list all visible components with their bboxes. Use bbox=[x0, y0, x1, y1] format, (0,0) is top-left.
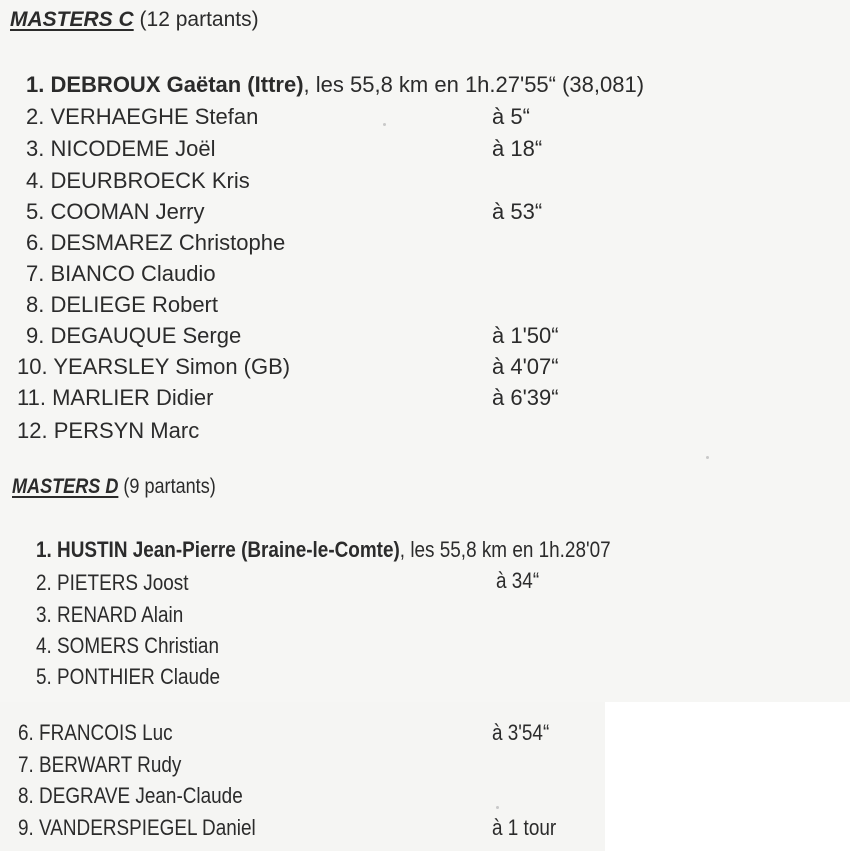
rider-name: DEGAUQUE Serge bbox=[50, 323, 242, 348]
winner-result: , les 55,8 km en 1h.28'07 bbox=[399, 537, 611, 562]
rider-name: DEURBROECK Kris bbox=[50, 168, 250, 193]
winner-name: DEBROUX Gaëtan (Ittre) bbox=[50, 72, 304, 97]
section-header-masters-d bbox=[12, 475, 216, 499]
rider-name: PERSYN Marc bbox=[53, 418, 200, 443]
result-row bbox=[18, 781, 243, 811]
rank: 4. bbox=[36, 633, 52, 658]
result-row bbox=[18, 813, 256, 843]
result-row bbox=[26, 321, 241, 351]
result-row bbox=[26, 102, 258, 132]
time-gap: à 6'39“ bbox=[492, 385, 559, 410]
rider-name: BERWART Rudy bbox=[39, 752, 182, 777]
time-gap: à 34“ bbox=[496, 568, 540, 593]
rank: 1. bbox=[26, 72, 45, 97]
rider-name: BIANCO Claudio bbox=[50, 261, 216, 286]
result-row bbox=[26, 166, 250, 196]
winner-row bbox=[26, 70, 644, 100]
rank: 6. bbox=[18, 720, 34, 745]
rider-name: RENARD Alain bbox=[57, 602, 184, 627]
rank: 7. bbox=[26, 261, 45, 286]
rank: 5. bbox=[36, 664, 52, 689]
rank: 1. bbox=[36, 537, 52, 562]
result-row bbox=[17, 352, 290, 382]
scan-speck bbox=[383, 123, 386, 126]
rider-name: DEGRAVE Jean-Claude bbox=[39, 783, 243, 808]
rank: 7. bbox=[18, 752, 34, 777]
rider-name: DELIEGE Robert bbox=[50, 292, 218, 317]
result-row bbox=[17, 416, 199, 446]
rider-name: YEARSLEY Simon (GB) bbox=[53, 354, 291, 379]
rank: 4. bbox=[26, 168, 45, 193]
result-row bbox=[18, 718, 173, 748]
result-row bbox=[26, 290, 218, 320]
category-title: MASTERS C bbox=[10, 8, 134, 31]
rider-name: MARLIER Didier bbox=[52, 385, 214, 410]
result-row bbox=[26, 259, 216, 289]
rank: 8. bbox=[18, 783, 34, 808]
time-gap: à 18“ bbox=[492, 136, 543, 161]
time-gap: à 4'07“ bbox=[492, 354, 559, 379]
scan-speck bbox=[706, 456, 709, 459]
rider-name: SOMERS Christian bbox=[57, 633, 219, 658]
rank: 10. bbox=[17, 354, 48, 379]
result-row bbox=[18, 750, 181, 780]
time-gap: à 53“ bbox=[492, 199, 543, 224]
time-gap: à 5“ bbox=[492, 104, 530, 129]
result-row bbox=[26, 228, 285, 258]
result-row bbox=[36, 631, 219, 661]
winner-row bbox=[36, 535, 611, 565]
result-row bbox=[36, 568, 189, 598]
rider-name: PIETERS Joost bbox=[57, 570, 189, 595]
rider-name: COOMAN Jerry bbox=[50, 199, 205, 224]
winner-name: HUSTIN Jean-Pierre (Braine-le-Comte) bbox=[57, 537, 400, 562]
result-row bbox=[36, 662, 220, 692]
rank: 11. bbox=[17, 385, 46, 410]
winner-result: , les 55,8 km en 1h.27'55“ (38,081) bbox=[303, 72, 645, 97]
result-row bbox=[26, 197, 204, 227]
category-title: MASTERS D bbox=[12, 475, 119, 498]
result-row bbox=[17, 383, 213, 413]
result-row bbox=[26, 134, 216, 164]
rank: 5. bbox=[26, 199, 45, 224]
starters-count: (12 partants) bbox=[139, 8, 259, 31]
rider-name: VANDERSPIEGEL Daniel bbox=[39, 815, 256, 840]
starters-count: (9 partants) bbox=[123, 475, 216, 498]
time-gap: à 3'54“ bbox=[492, 720, 550, 745]
rank: 8. bbox=[26, 292, 45, 317]
rider-name: PONTHIER Claude bbox=[57, 664, 221, 689]
rider-name: NICODEME Joël bbox=[50, 136, 216, 161]
rank: 9. bbox=[18, 815, 34, 840]
rank: 2. bbox=[36, 570, 52, 595]
rider-name: DESMAREZ Christophe bbox=[50, 230, 286, 255]
rank: 6. bbox=[26, 230, 45, 255]
rank: 9. bbox=[26, 323, 45, 348]
section-header-masters-c bbox=[10, 8, 259, 32]
rank: 12. bbox=[17, 418, 48, 443]
scan-speck bbox=[496, 806, 499, 809]
time-gap: à 1 tour bbox=[492, 815, 557, 840]
rank: 3. bbox=[36, 602, 52, 627]
rider-name: VERHAEGHE Stefan bbox=[50, 104, 259, 129]
rider-name: FRANCOIS Luc bbox=[39, 720, 173, 745]
rank: 2. bbox=[26, 104, 45, 129]
time-gap: à 1'50“ bbox=[492, 323, 559, 348]
rank: 3. bbox=[26, 136, 45, 161]
result-row bbox=[36, 600, 183, 630]
